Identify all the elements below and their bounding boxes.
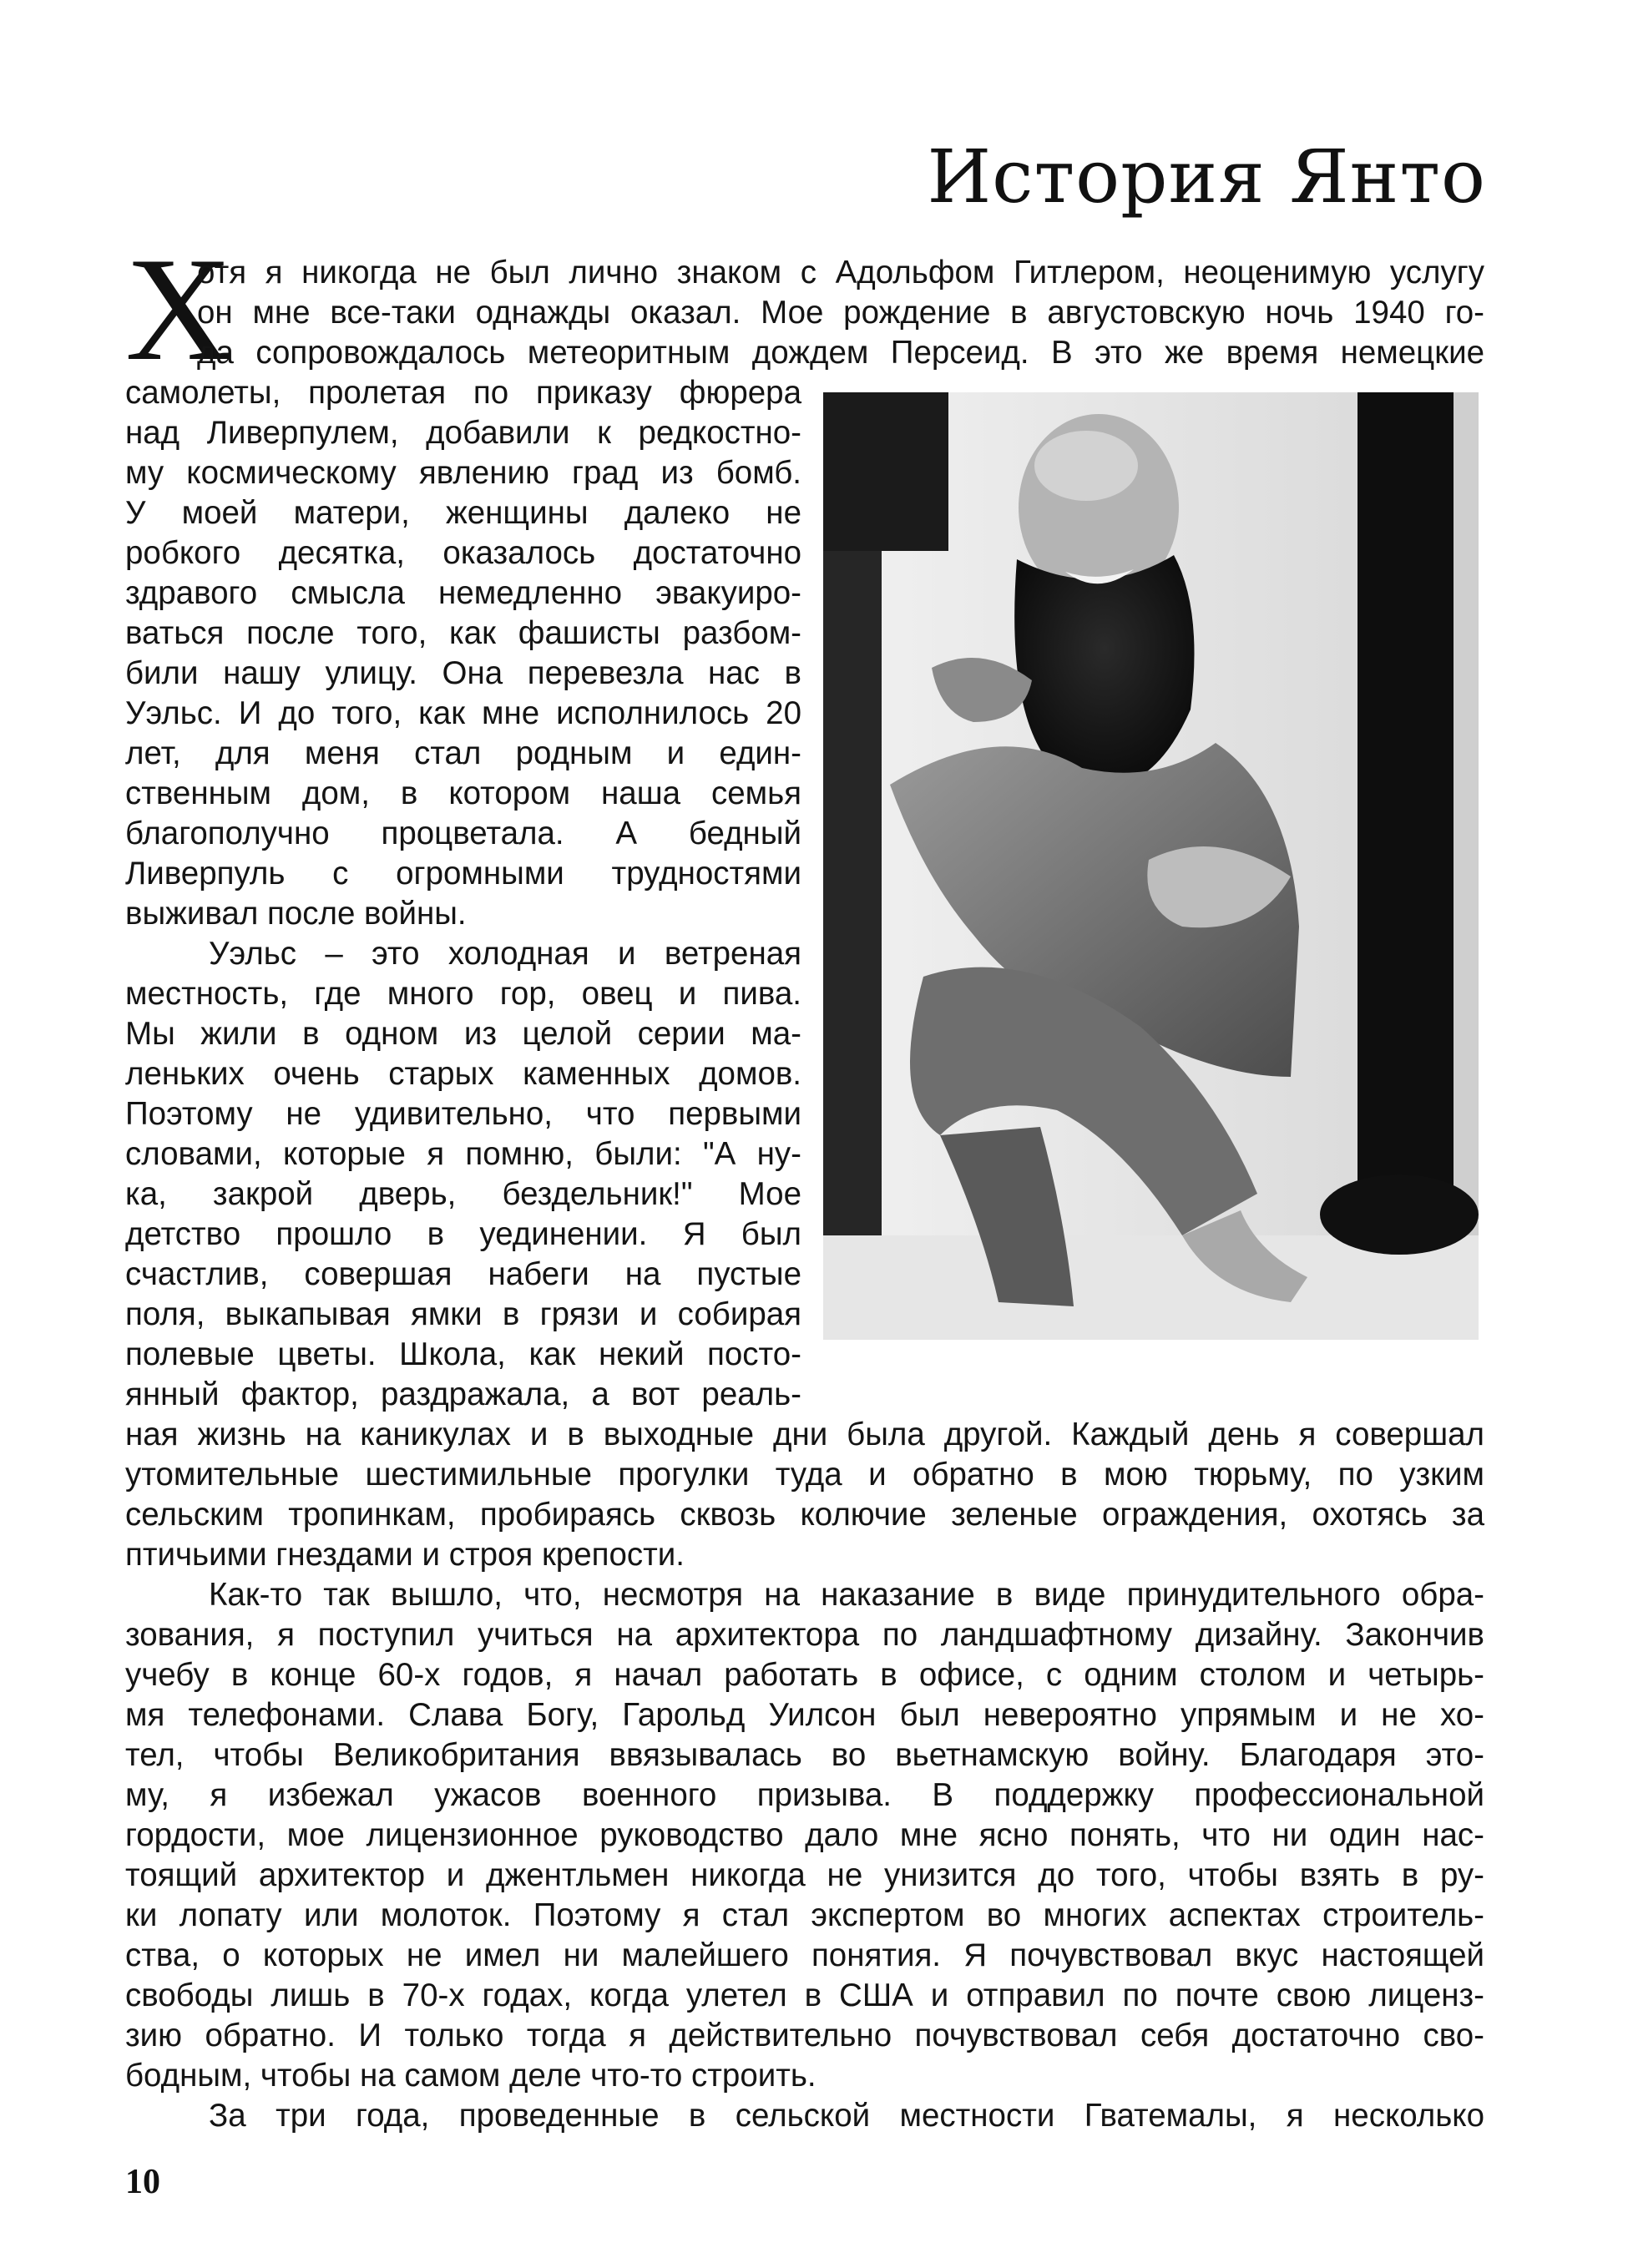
text-line: утомительные шестимильные прогулки туда и обратно в мою тюрьму, по узким <box>125 1457 1484 1493</box>
text-line: ки лопату или молоток. Поэтому я стал экспертом во многих аспектах строитель- <box>125 1897 1484 1933</box>
text-line: полевые цветы. Школа, как некий посто- <box>125 1336 801 1372</box>
text-line: тел, чтобы Великобритания ввязывалась во вьетнамскую войну. Благодаря это- <box>125 1737 1484 1773</box>
text-line: За три года, проведенные в сельской местности Гватемалы, я несколько <box>209 2098 1484 2134</box>
text-line: детство прошло в уединении. Я был <box>125 1216 801 1252</box>
text-line: выживал после войны. <box>125 896 467 932</box>
text-line: ваться после того, как фашисты разбом- <box>125 615 801 651</box>
text-line: мя телефонами. Слава Богу, Гарольд Уилсон был невероятно упрямым и не хо- <box>125 1697 1484 1733</box>
text-line: свободы лишь в 70-х годах, когда улетел в США и отправил по почте свою лиценз- <box>125 1978 1484 2013</box>
photo-window-dark <box>823 392 948 551</box>
text-line: ная жизнь на каникулах и в выходные дни была другой. Каждый день я совершал <box>125 1417 1484 1452</box>
text-line: му, я избежал ужасов военного призыва. В поддержку профессиональной <box>125 1777 1484 1813</box>
photo-doorframe <box>823 551 882 1340</box>
text-line: лет, для меня стал родным и един- <box>125 735 801 771</box>
chapter-title: История Янто <box>927 134 1486 220</box>
text-line: благополучно процветала. А бедный <box>125 816 801 851</box>
text-line: птичьими гнездами и строя крепости. <box>125 1537 685 1573</box>
text-line: робкого десятка, оказалось достаточно <box>125 535 801 571</box>
text-line: здравого смысла немедленно эвакуиро- <box>125 575 801 611</box>
text-line: самолеты, пролетая по приказу фюрера <box>125 375 801 411</box>
text-line: Уэльс. И до того, как мне исполнилось 20 <box>125 695 801 731</box>
text-line: тоящий архитектор и джентльмен никогда не унизится до того, чтобы взять в ру- <box>125 1857 1484 1893</box>
text-line: поля, выкапывая ямки в грязи и собирая <box>125 1296 801 1332</box>
text-line: местность, где много гор, овец и пива. <box>125 976 801 1012</box>
text-line: зию обратно. И только тогда я действительно почувствовал себя достаточно сво- <box>125 2018 1484 2053</box>
drop-cap: Х <box>125 226 233 391</box>
text-line: словами, которые я помню, были: "А ну- <box>125 1136 801 1172</box>
text-line: янный фактор, раздражала, а вот реаль- <box>125 1376 801 1412</box>
text-line: зования, я поступил учиться на архитектора по ландшафтному дизайну. Закончив <box>125 1617 1484 1653</box>
text-line: отя я никогда не был лично знаком с Адольфом Гитлером, неоценимую услугу <box>197 255 1484 290</box>
text-line: Ливерпуль с огромными трудностями <box>125 856 801 892</box>
text-line: У моей матери, женщины далеко не <box>125 495 801 531</box>
photo-black-pot <box>1320 1174 1479 1255</box>
text-line: гордости, мое лицензионное руководство дало мне ясно понять, что ни один нас- <box>125 1817 1484 1853</box>
text-line: били нашу улицу. Она перевезла нас в <box>125 655 801 691</box>
text-line: ка, закрой дверь, бездельник!" Мое <box>125 1176 801 1212</box>
text-line: да сопровождалось метеоритным дождем Персеид. В это же время немецкие <box>197 335 1484 371</box>
text-line: Как-то так вышло, что, несмотря на наказание в виде принудительного обра- <box>209 1577 1484 1613</box>
text-line: он мне все-таки однажды оказал. Мое рождение в августовскую ночь 1940 го- <box>197 295 1484 331</box>
text-line: счастлив, совершая набеги на пустые <box>125 1256 801 1292</box>
text-line: ства, о которых не имел ни малейшего понятия. Я почувствовал вкус настоящей <box>125 1937 1484 1973</box>
text-line: Поэтому не удивительно, что первыми <box>125 1096 801 1132</box>
text-line: учебу в конце 60-х годов, я начал работать в офисе, с одним столом и четырь- <box>125 1657 1484 1693</box>
text-line: над Ливерпулем, добавили к редкостно- <box>125 415 801 451</box>
text-line: сельским тропинкам, пробираясь сквозь колючие зеленые ограждения, охотясь за <box>125 1497 1484 1533</box>
text-line: ственным дом, в котором наша семья <box>125 775 801 811</box>
text-line: Уэльс – это холодная и ветреная <box>209 936 801 972</box>
text-line: Мы жили в одном из целой серии ма- <box>125 1016 801 1052</box>
text-line: леньких очень старых каменных домов. <box>125 1056 801 1092</box>
photo-bearded-man <box>823 392 1479 1340</box>
text-line: бодным, чтобы на самом деле что-то строить. <box>125 2058 817 2094</box>
text-line: му космическому явлению град из бомб. <box>125 455 801 491</box>
page-number: 10 <box>125 2163 160 2201</box>
